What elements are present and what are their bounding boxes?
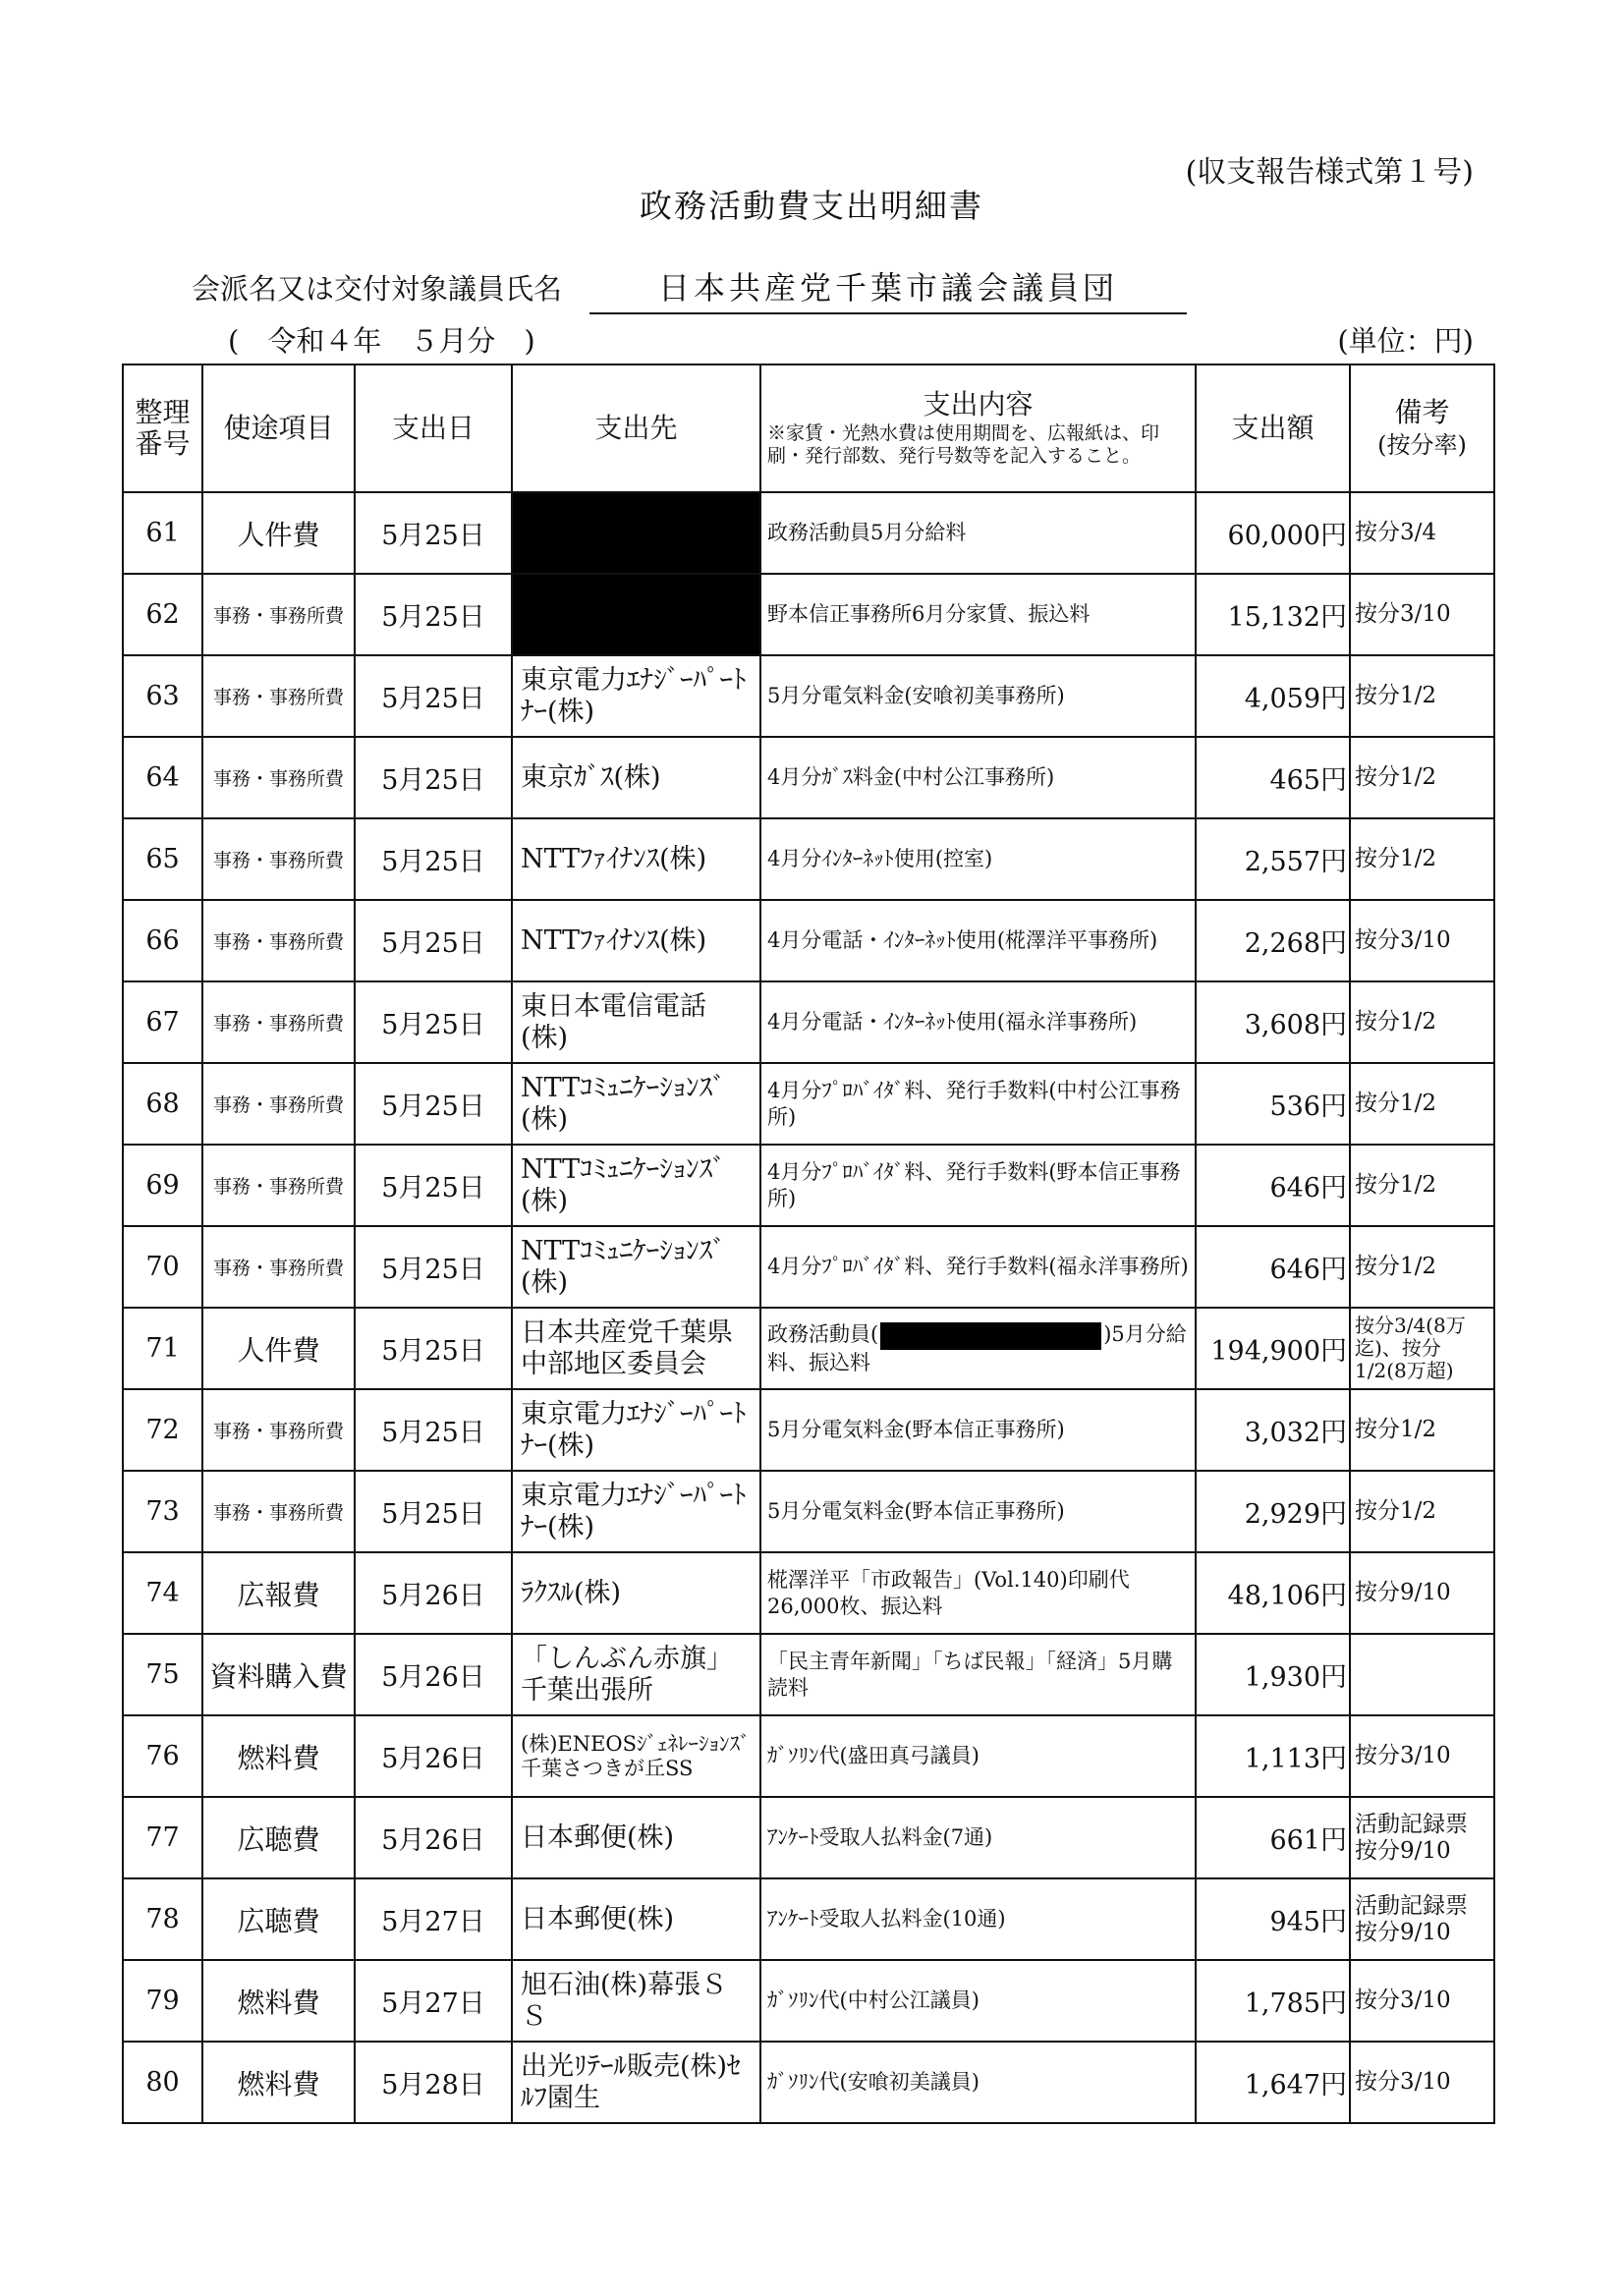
row-description-b: )5月分給料、振込料 — [767, 1322, 1187, 1374]
row-amount: 60,000円 — [1196, 492, 1350, 574]
col-payee: 支出先 — [512, 364, 760, 492]
faction-label: 会派名又は交付対象議員氏名 — [192, 272, 563, 306]
row-no: 79 — [123, 1960, 202, 2042]
row-no: 73 — [123, 1471, 202, 1552]
row-no: 78 — [123, 1878, 202, 1960]
row-category: 事務・事務所費 — [202, 1471, 355, 1552]
table-row — [123, 1878, 1494, 1960]
col-amount: 支出額 — [1196, 364, 1350, 492]
row-amount: 1,647円 — [1196, 2042, 1350, 2123]
row-description: 4月分ﾌﾟﾛﾊﾞｲﾀﾞ料、発行手数料(野本信正事務所) — [760, 1145, 1196, 1226]
row-date: 5月25日 — [355, 655, 512, 737]
row-description: ｱﾝｹｰﾄ受取人払料金(7通) — [760, 1797, 1196, 1878]
row-category: 燃料費 — [202, 2042, 355, 2123]
row-description: ｶﾞｿﾘﾝ代(盛田真弓議員) — [760, 1715, 1196, 1797]
row-date: 5月25日 — [355, 1308, 512, 1389]
row-category: 広聴費 — [202, 1797, 355, 1878]
row-category: 事務・事務所費 — [202, 981, 355, 1063]
row-no: 67 — [123, 981, 202, 1063]
row-date: 5月25日 — [355, 737, 512, 818]
row-category: 人件費 — [202, 492, 355, 574]
row-no: 75 — [123, 1634, 202, 1715]
row-category: 資料購入費 — [202, 1634, 355, 1715]
table-row — [123, 737, 1494, 818]
table-row — [123, 900, 1494, 981]
row-note: 活動記録票按分9/10 — [1350, 1878, 1494, 1960]
row-amount: 1,113円 — [1196, 1715, 1350, 1797]
row-payee: 日本郵便(株) — [512, 1878, 760, 1960]
row-category: 事務・事務所費 — [202, 1389, 355, 1471]
table-row — [123, 1063, 1494, 1145]
row-payee: 東京電力ｴﾅｼﾞｰﾊﾟｰﾄﾅｰ(株) — [512, 1471, 760, 1552]
row-description-a: 政務活動員( — [767, 1322, 879, 1347]
row-amount: 1,930円 — [1196, 1634, 1350, 1715]
row-date: 5月25日 — [355, 818, 512, 900]
row-date: 5月28日 — [355, 2042, 512, 2123]
row-amount: 2,557円 — [1196, 818, 1350, 900]
row-amount: 646円 — [1196, 1145, 1350, 1226]
form-number: (収支報告様式第１号) — [1185, 155, 1474, 190]
row-amount: 48,106円 — [1196, 1552, 1350, 1634]
row-amount: 945円 — [1196, 1878, 1350, 1960]
row-amount: 2,929円 — [1196, 1471, 1350, 1552]
row-note: 按分1/2 — [1350, 981, 1494, 1063]
row-payee: 日本郵便(株) — [512, 1797, 760, 1878]
row-description: 政務活動員5月分給料 — [760, 492, 1196, 574]
row-note: 按分1/2 — [1350, 818, 1494, 900]
row-no: 66 — [123, 900, 202, 981]
row-date: 5月25日 — [355, 981, 512, 1063]
row-category: 燃料費 — [202, 1960, 355, 2042]
row-description: 5月分電気料金(野本信正事務所) — [760, 1471, 1196, 1552]
row-date: 5月25日 — [355, 1145, 512, 1226]
table-row — [123, 1715, 1494, 1797]
row-category: 人件費 — [202, 1308, 355, 1389]
row-category: 事務・事務所費 — [202, 655, 355, 737]
row-description: ｶﾞｿﾘﾝ代(安喰初美議員) — [760, 2042, 1196, 2123]
row-payee: NTTｺﾐｭﾆｹｰｼｮﾝｽﾞ(株) — [512, 1226, 760, 1308]
row-payee: 出光ﾘﾃｰﾙ販売(株)ｾﾙﾌ園生 — [512, 2042, 760, 2123]
row-note: 活動記録票按分9/10 — [1350, 1797, 1494, 1878]
row-description — [760, 1308, 1196, 1389]
row-description: 5月分電気料金(安喰初美事務所) — [760, 655, 1196, 737]
row-payee: 東京電力ｴﾅｼﾞｰﾊﾟｰﾄﾅｰ(株) — [512, 1389, 760, 1471]
row-date: 5月25日 — [355, 1226, 512, 1308]
row-date: 5月25日 — [355, 492, 512, 574]
row-description: 5月分電気料金(野本信正事務所) — [760, 1389, 1196, 1471]
row-category: 事務・事務所費 — [202, 1226, 355, 1308]
row-no: 72 — [123, 1389, 202, 1471]
row-description: 4月分ﾌﾟﾛﾊﾞｲﾀﾞ料、発行手数料(福永洋事務所) — [760, 1226, 1196, 1308]
expense-table — [122, 364, 1495, 2124]
row-amount: 3,608円 — [1196, 981, 1350, 1063]
row-amount: 15,132円 — [1196, 574, 1350, 655]
row-date: 5月26日 — [355, 1552, 512, 1634]
row-note: 按分1/2 — [1350, 1389, 1494, 1471]
row-no: 77 — [123, 1797, 202, 1878]
row-amount: 3,032円 — [1196, 1389, 1350, 1471]
table-row — [123, 1960, 1494, 2042]
row-amount: 2,268円 — [1196, 900, 1350, 981]
col-date: 支出日 — [355, 364, 512, 492]
row-category: 事務・事務所費 — [202, 1063, 355, 1145]
row-payee-redacted — [512, 574, 760, 655]
row-amount: 536円 — [1196, 1063, 1350, 1145]
row-amount: 1,785円 — [1196, 1960, 1350, 2042]
col-note-label: 備考 — [1394, 395, 1450, 428]
row-payee: NTTｺﾐｭﾆｹｰｼｮﾝｽﾞ(株) — [512, 1145, 760, 1226]
col-note-sub: (按分率) — [1377, 431, 1467, 459]
row-no: 61 — [123, 492, 202, 574]
row-date: 5月25日 — [355, 574, 512, 655]
row-date: 5月26日 — [355, 1634, 512, 1715]
row-description: 「民主青年新聞」「ちば民報」「経済」5月購読料 — [760, 1634, 1196, 1715]
row-description: 4月分電話・ｲﾝﾀｰﾈｯﾄ使用(福永洋事務所) — [760, 981, 1196, 1063]
row-note: 按分1/2 — [1350, 1063, 1494, 1145]
table-row — [123, 1308, 1494, 1389]
table-row — [123, 1145, 1494, 1226]
row-payee: NTTﾌｧｲﾅﾝｽ(株) — [512, 900, 760, 981]
row-date: 5月27日 — [355, 1960, 512, 2042]
row-note: 按分1/2 — [1350, 1226, 1494, 1308]
table-row — [123, 1552, 1494, 1634]
row-date: 5月26日 — [355, 1797, 512, 1878]
row-description: 野本信正事務所6月分家賃、振込料 — [760, 574, 1196, 655]
row-note: 按分3/10 — [1350, 2042, 1494, 2123]
row-no: 69 — [123, 1145, 202, 1226]
row-category: 事務・事務所費 — [202, 737, 355, 818]
row-note: 按分3/10 — [1350, 1960, 1494, 2042]
row-no: 63 — [123, 655, 202, 737]
row-payee: NTTｺﾐｭﾆｹｰｼｮﾝｽﾞ(株) — [512, 1063, 760, 1145]
row-payee: 日本共産党千葉県中部地区委員会 — [512, 1308, 760, 1389]
row-note: 按分3/4(8万迄)、按分1/2(8万超) — [1350, 1308, 1494, 1389]
row-payee: 東京電力ｴﾅｼﾞｰﾊﾟｰﾄﾅｰ(株) — [512, 655, 760, 737]
row-payee: (株)ENEOSｼﾞｪﾈﾚｰｼｮﾝｽﾞ千葉さつきが丘SS — [512, 1715, 760, 1797]
table-header-row — [123, 364, 1494, 492]
row-amount: 646円 — [1196, 1226, 1350, 1308]
row-note: 按分3/10 — [1350, 574, 1494, 655]
row-note: 按分1/2 — [1350, 655, 1494, 737]
period: ( 令和４年 ５月分 ) — [228, 324, 535, 358]
row-note: 按分3/4 — [1350, 492, 1494, 574]
table-row — [123, 818, 1494, 900]
col-note — [1350, 364, 1494, 492]
row-date: 5月26日 — [355, 1715, 512, 1797]
row-no: 80 — [123, 2042, 202, 2123]
row-description: 4月分ｶﾞｽ料金(中村公江事務所) — [760, 737, 1196, 818]
row-note — [1350, 1634, 1494, 1715]
faction-name: 日本共産党千葉市議会議員団 — [589, 263, 1187, 314]
row-no: 64 — [123, 737, 202, 818]
row-description: 4月分電話・ｲﾝﾀｰﾈｯﾄ使用(椛澤洋平事務所) — [760, 900, 1196, 981]
unit-label: (単位：円) — [1337, 324, 1474, 358]
table-row — [123, 2042, 1494, 2123]
col-no: 整理番号 — [123, 364, 202, 492]
row-date: 5月25日 — [355, 1471, 512, 1552]
row-no: 74 — [123, 1552, 202, 1634]
row-description: 4月分ﾌﾟﾛﾊﾞｲﾀﾞ料、発行手数料(中村公江事務所) — [760, 1063, 1196, 1145]
row-note: 按分9/10 — [1350, 1552, 1494, 1634]
row-amount: 194,900円 — [1196, 1308, 1350, 1389]
row-no: 68 — [123, 1063, 202, 1145]
table-row — [123, 1226, 1494, 1308]
table-row — [123, 655, 1494, 737]
redaction-block — [880, 1322, 1101, 1350]
row-note: 按分1/2 — [1350, 737, 1494, 818]
row-category: 事務・事務所費 — [202, 818, 355, 900]
row-amount: 661円 — [1196, 1797, 1350, 1878]
row-note: 按分1/2 — [1350, 1471, 1494, 1552]
row-amount: 465円 — [1196, 737, 1350, 818]
col-description — [760, 364, 1196, 492]
row-no: 71 — [123, 1308, 202, 1389]
row-no: 70 — [123, 1226, 202, 1308]
table-row — [123, 492, 1494, 574]
row-date: 5月25日 — [355, 1389, 512, 1471]
page-title: 政務活動費支出明細書 — [640, 187, 983, 225]
row-no: 62 — [123, 574, 202, 655]
table-row — [123, 1797, 1494, 1878]
row-payee: ﾗｸｽﾙ(株) — [512, 1552, 760, 1634]
row-payee: NTTﾌｧｲﾅﾝｽ(株) — [512, 818, 760, 900]
row-note: 按分3/10 — [1350, 900, 1494, 981]
table-row — [123, 1471, 1494, 1552]
col-description-label: 支出内容 — [923, 388, 1034, 421]
row-payee: 東京ｶﾞｽ(株) — [512, 737, 760, 818]
row-date: 5月27日 — [355, 1878, 512, 1960]
row-category: 事務・事務所費 — [202, 900, 355, 981]
col-description-note: ※家賃・光熱水費は使用期間を、広報紙は、印刷・発行部数、発行号数等を記入すること。 — [767, 422, 1160, 468]
row-no: 76 — [123, 1715, 202, 1797]
table-row — [123, 574, 1494, 655]
row-category: 事務・事務所費 — [202, 1145, 355, 1226]
col-category: 使途項目 — [202, 364, 355, 492]
row-description: 4月分ｲﾝﾀｰﾈｯﾄ使用(控室) — [760, 818, 1196, 900]
row-amount: 4,059円 — [1196, 655, 1350, 737]
row-payee-redacted — [512, 492, 760, 574]
row-payee: 旭石油(株)幕張ＳＳ — [512, 1960, 760, 2042]
row-category: 燃料費 — [202, 1715, 355, 1797]
row-note: 按分3/10 — [1350, 1715, 1494, 1797]
row-date: 5月25日 — [355, 1063, 512, 1145]
table-row — [123, 1634, 1494, 1715]
table-row — [123, 1389, 1494, 1471]
row-description: 椛澤洋平「市政報告」(Vol.140)印刷代26,000枚、振込料 — [760, 1552, 1196, 1634]
row-payee: 東日本電信電話(株) — [512, 981, 760, 1063]
row-payee: 「しんぶん赤旗」千葉出張所 — [512, 1634, 760, 1715]
row-category: 広聴費 — [202, 1878, 355, 1960]
row-category: 広報費 — [202, 1552, 355, 1634]
row-description: ｶﾞｿﾘﾝ代(中村公江議員) — [760, 1960, 1196, 2042]
row-category: 事務・事務所費 — [202, 574, 355, 655]
row-no: 65 — [123, 818, 202, 900]
row-date: 5月25日 — [355, 900, 512, 981]
row-note: 按分1/2 — [1350, 1145, 1494, 1226]
row-description: ｱﾝｹｰﾄ受取人払料金(10通) — [760, 1878, 1196, 1960]
table-row — [123, 981, 1494, 1063]
